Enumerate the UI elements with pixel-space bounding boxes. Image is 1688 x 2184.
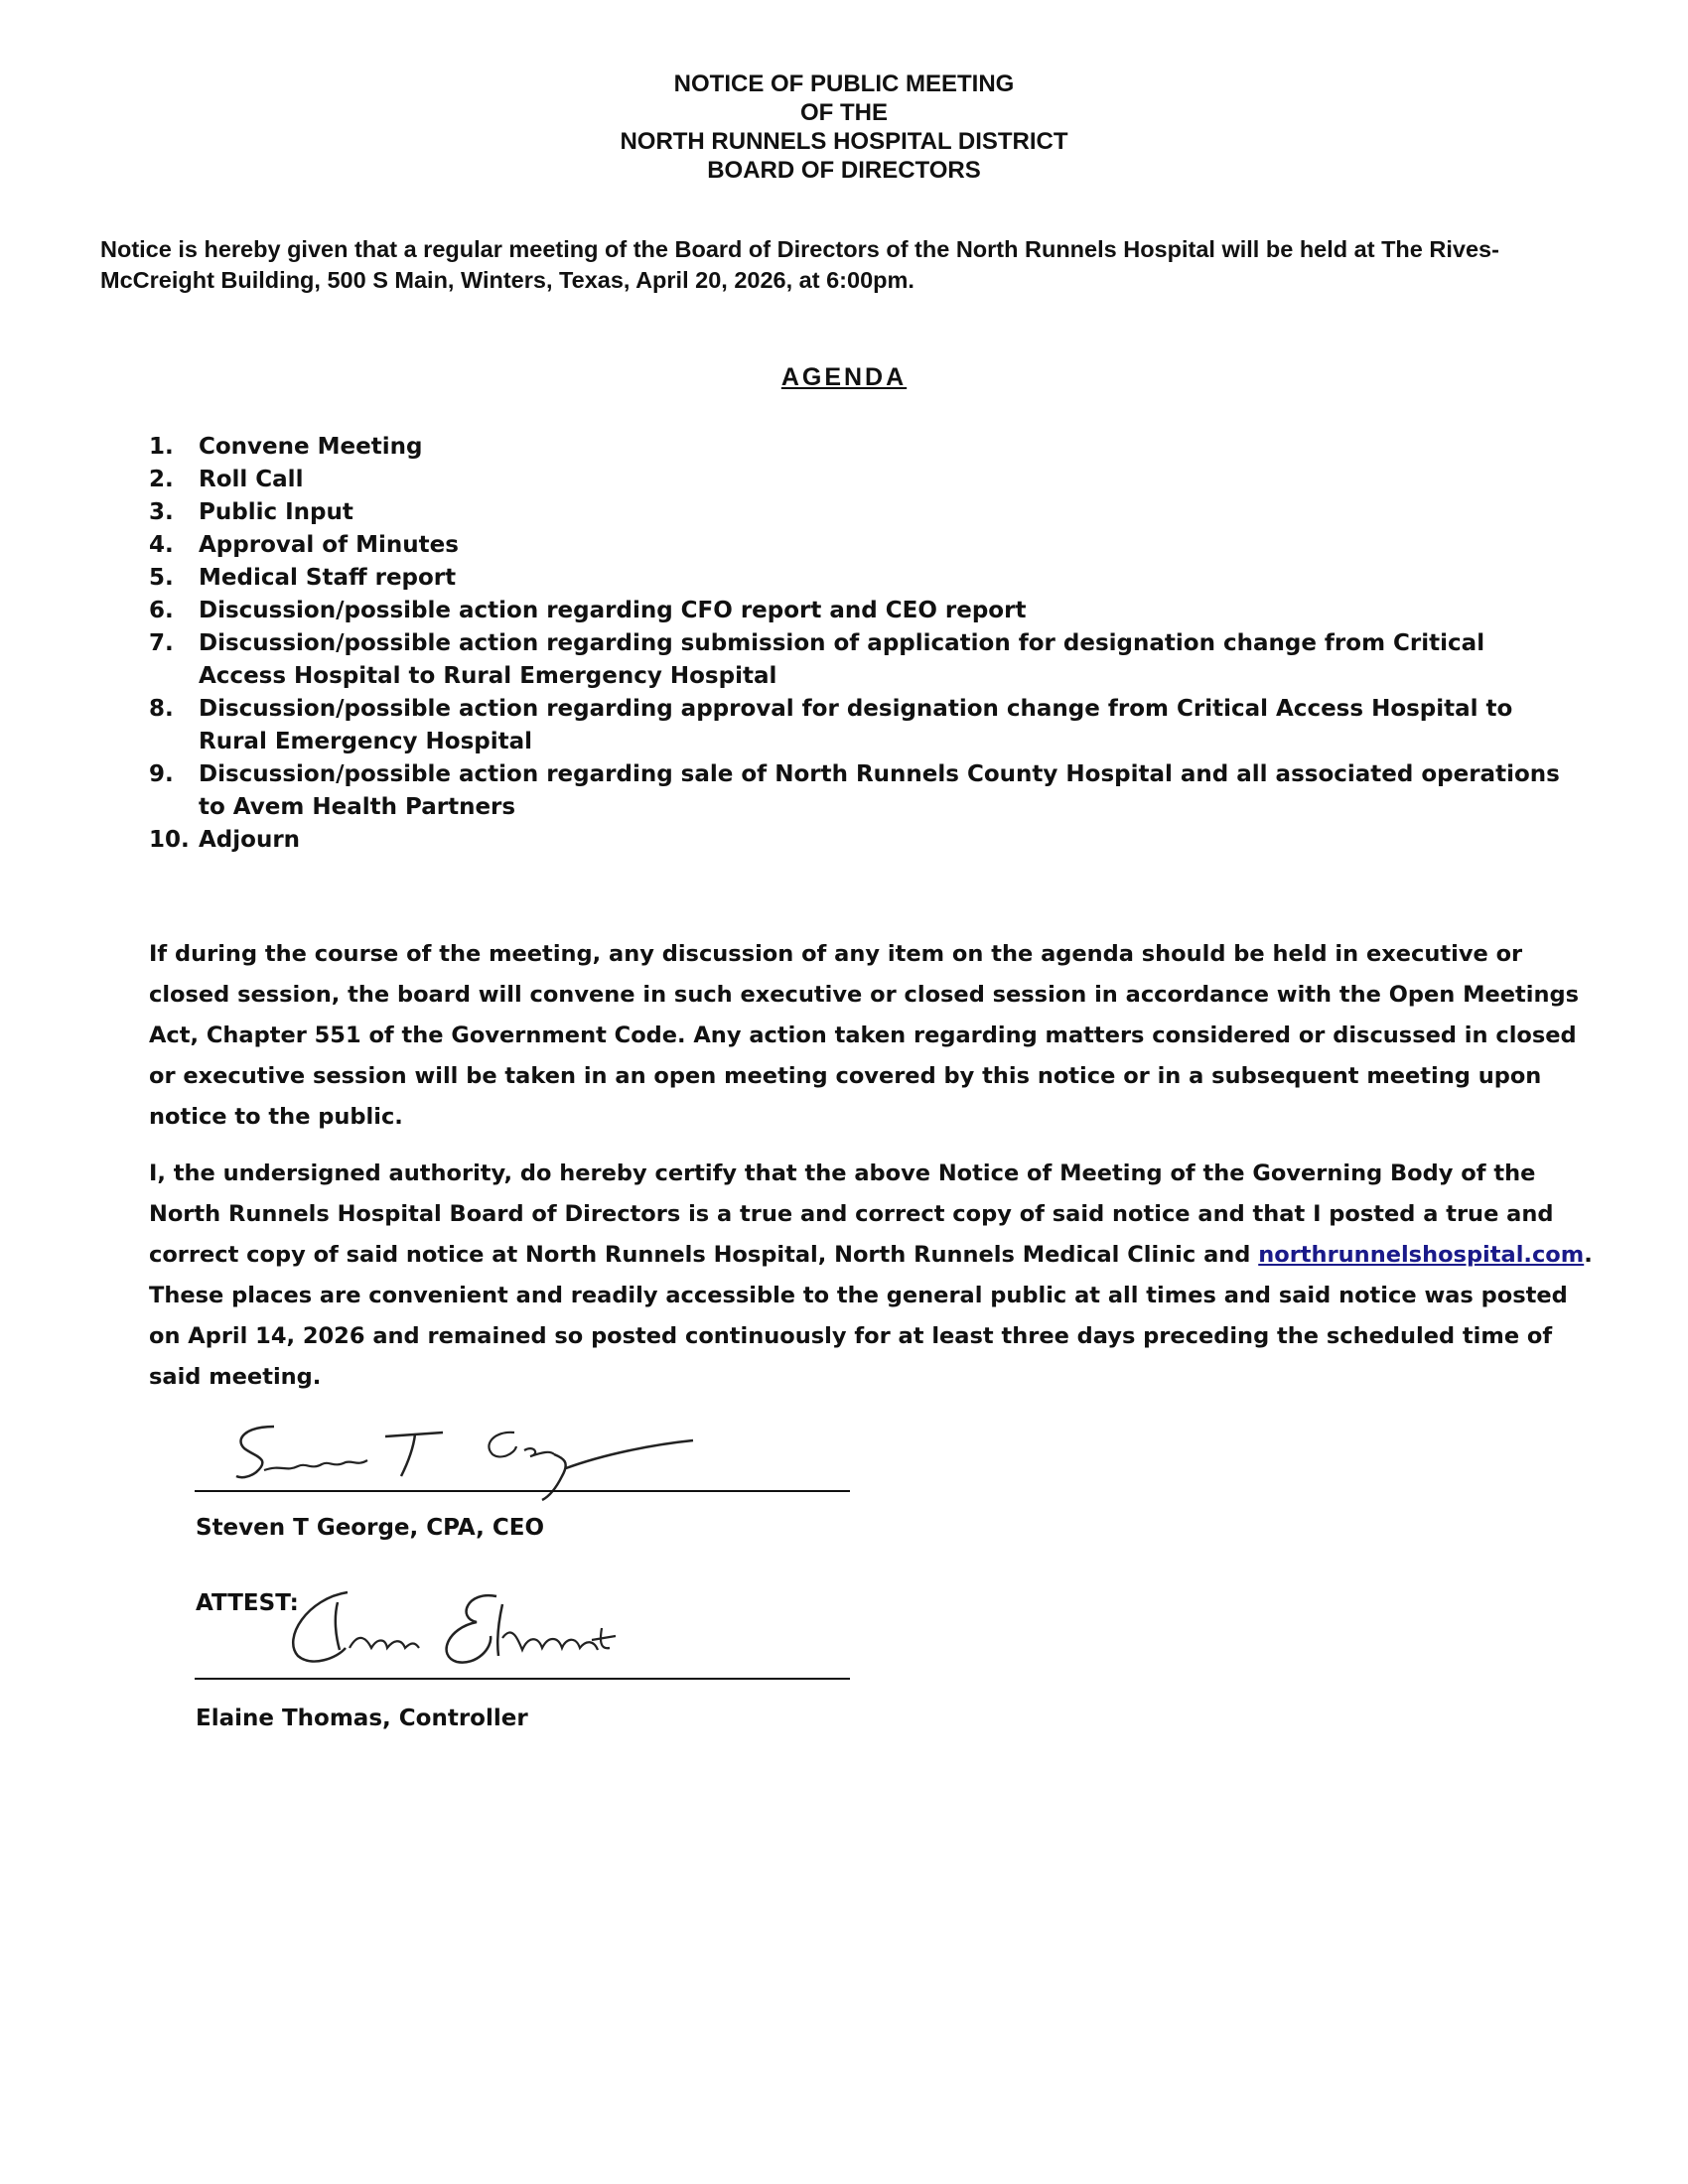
agenda-heading xyxy=(0,363,1688,392)
title-line-4: BOARD OF DIRECTORS xyxy=(707,157,981,184)
agenda-item xyxy=(149,595,1569,627)
controller-signature-line xyxy=(195,1678,850,1680)
agenda-item-number: 9. xyxy=(149,761,174,787)
certification-text-start: I, the undersigned authority, do hereby certify that the above Notice of Meeting of the Governing Body of the North Runnels Hospital Board of Directors is a true and correct copy of said notice and that I posted a true and correct copy of said notice at North Runnels Hospital, North Runnels Medical Clinic and xyxy=(149,1160,1554,1268)
certification-text-end: . These places are convenient and readily accessible to the general public at all times and said notice was posted on April 14, 2026 and remained so posted continuously for at least three days preceding the scheduled time of said meeting. xyxy=(149,1242,1593,1390)
agenda-item-text: Public Input xyxy=(199,499,353,525)
document-title xyxy=(0,69,1688,185)
agenda-item xyxy=(149,758,1569,824)
agenda-item-text: Discussion/possible action regarding CFO report and CEO report xyxy=(199,598,1027,623)
agenda-item xyxy=(149,824,1569,857)
agenda-item xyxy=(149,464,1569,496)
title-line-1: NOTICE OF PUBLIC MEETING xyxy=(673,70,1015,97)
agenda-item xyxy=(149,693,1569,758)
attest-label: ATTEST: xyxy=(196,1590,299,1616)
agenda-item-number: 4. xyxy=(149,532,174,558)
title-line-2: OF THE xyxy=(800,99,888,126)
agenda-heading-text: AGENDA xyxy=(780,363,908,391)
website-link[interactable]: northrunnelshospital.com xyxy=(1258,1242,1585,1268)
controller-name: Elaine Thomas, Controller xyxy=(196,1706,528,1731)
ceo-name: Steven T George, CPA, CEO xyxy=(196,1515,544,1541)
agenda-item-text: Discussion/possible action regarding approval for designation change from Critical Access Hospital to Rural Emergency Hospital xyxy=(199,696,1513,754)
agenda-item xyxy=(149,627,1569,693)
agenda-item xyxy=(149,496,1569,529)
meeting-notice: Notice is hereby given that a regular meeting of the Board of Directors of the North Runnels Hospital will be held at The Rives-McCreight Building, 500 S Main, Winters, Texas, April 20, 2026, at 6:00pm. xyxy=(100,236,1499,293)
agenda-item-number: 10. xyxy=(149,827,190,853)
agenda-item-text: Discussion/possible action regarding submission of application for designation change from Critical Access Hospital to Rural Emergency Hospital xyxy=(199,630,1485,689)
certification-paragraph xyxy=(149,1154,1599,1398)
agenda-list xyxy=(149,431,1569,857)
controller-signature xyxy=(268,1578,705,1678)
agenda-item-text: Adjourn xyxy=(199,827,301,853)
agenda-item xyxy=(149,529,1569,562)
agenda-item xyxy=(149,562,1569,595)
ceo-signature-line xyxy=(195,1490,850,1492)
agenda-item-number: 7. xyxy=(149,630,174,656)
agenda-item-number: 6. xyxy=(149,598,174,623)
agenda-item-text: Approval of Minutes xyxy=(199,532,459,558)
agenda-item-number: 1. xyxy=(149,434,174,460)
agenda-item-text: Discussion/possible action regarding sale of North Runnels County Hospital and all associated operations to Avem Health Partners xyxy=(199,761,1560,820)
agenda-item-text: Roll Call xyxy=(199,467,304,492)
agenda-item-number: 3. xyxy=(149,499,174,525)
agenda-item-number: 5. xyxy=(149,565,174,591)
title-line-3: NORTH RUNNELS HOSPITAL DISTRICT xyxy=(620,128,1068,155)
ceo-signature xyxy=(226,1415,703,1524)
closed-session-paragraph: If during the course of the meeting, any discussion of any item on the agenda should be held in executive or closed session, the board will convene in such executive or closed session in accordance with the Open Meetings Act, Chapter 551 of the Government Code. Any action taken regarding matters considered or discussed in closed or executive session will be taken in an open meeting covered by this notice or in a subsequent meeting upon notice to the public. xyxy=(149,941,1580,1130)
agenda-item-text: Convene Meeting xyxy=(199,434,423,460)
agenda-item-number: 2. xyxy=(149,467,174,492)
agenda-item-number: 8. xyxy=(149,696,174,722)
agenda-item xyxy=(149,431,1569,464)
agenda-item-text: Medical Staff report xyxy=(199,565,457,591)
